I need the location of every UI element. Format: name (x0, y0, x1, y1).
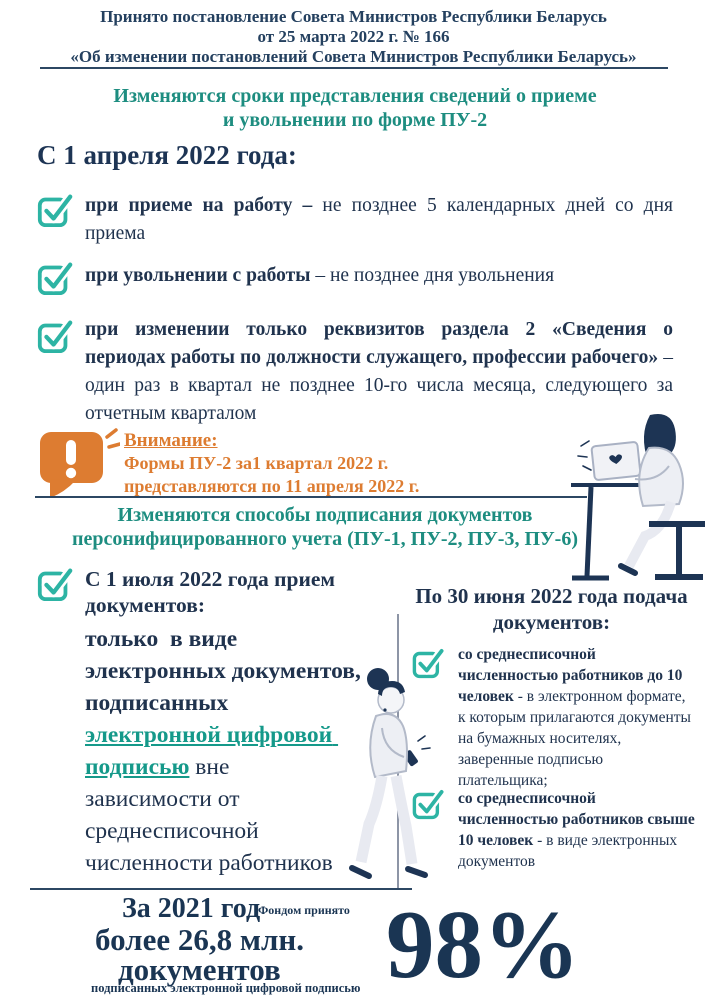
header (20, 7, 687, 67)
checklist-item-2-bold: при увольнении с работы (85, 265, 311, 286)
checklist-item-3-rest: – один раз в квартал не позднее 10-го числа месяца, следующего за отчетным кварталом (85, 347, 673, 424)
warning-exclamation-bubble-icon (36, 423, 120, 503)
header-divider (40, 67, 668, 69)
stats-year: За 2021 год (122, 893, 261, 924)
warning-line-1: Формы ПУ-2 за1 квартал 2022 г. (124, 453, 389, 473)
checklist-item-3-bold: при изменении только реквизитов раздела 2 «Сведения о периодах работы по должности служащего, профессии рабочего» (85, 319, 673, 368)
stats-documents: документов (118, 952, 281, 987)
left-column-rest: вне зависимости от среднесписочной численности работников (85, 754, 333, 876)
warning-line-2: представляются по 11 апреля 2022 г. (124, 476, 420, 496)
section1-subheading: С 1 апреля 2022 года: (37, 140, 297, 170)
checkbox-icon (36, 190, 74, 228)
warning-block (124, 429, 419, 498)
checklist-item-1 (85, 192, 673, 248)
warning-title: Внимание: (124, 430, 218, 451)
woman-at-desk-illustration (565, 408, 705, 588)
walking-woman-illustration (338, 666, 448, 890)
left-column (85, 566, 367, 879)
right-item-1-rest: - в электронном формате, к которым прилагаются документы на бумажных носителях, заверенные подписью плательщика; (458, 688, 691, 789)
checklist-item-2 (85, 262, 673, 290)
section2-heading (15, 503, 635, 551)
digital-signature-link: электронной цифровой подписью (85, 722, 339, 780)
right-item-2 (458, 788, 696, 872)
checkbox-icon (36, 258, 74, 296)
checklist-item-1-bold: при приеме на работу – (85, 195, 323, 216)
header-line-1: Принято постановление Совета Министров Республики Беларусь (100, 7, 607, 26)
checkbox-icon (36, 564, 74, 602)
right-item-1-bold: со среднесписочной численностью работников до 10 человек (458, 646, 683, 705)
section1-heading-line2: и увольнении по форме ПУ-2 (222, 109, 488, 131)
section2-heading-line2: персонифицированного учета (ПУ-1, ПУ-2, ПУ-3, ПУ-6) (71, 528, 579, 550)
stats-note: Фондом принято (258, 903, 350, 917)
section1-heading (30, 84, 680, 132)
header-line-3: «Об изменении постановлений Совета Министров Республики Беларусь» (70, 47, 637, 66)
stats-caption: подписанных электронной цифровой подписью (91, 981, 361, 995)
left-column-text (85, 623, 367, 879)
header-line-2: от 25 марта 2022 г. № 166 (257, 27, 450, 46)
section-divider (35, 496, 587, 498)
checkbox-icon (36, 316, 74, 354)
right-item-1 (458, 644, 696, 791)
checklist-item-1-rest: не позднее 5 календарных дней со дня приема (85, 195, 673, 244)
right-item-2-bold: со среднесписочной численностью работников свыше 10 человек (458, 790, 695, 849)
right-column-heading: По 30 июня 2022 года подача документов: (415, 584, 688, 634)
section2-heading-line1: Изменяются способы подписания документов (117, 504, 533, 526)
checklist-item-2-rest: – не позднее дня увольнения (310, 265, 555, 286)
left-column-intro: С 1 июля 2022 года прием документов: (85, 567, 336, 617)
section1-heading-line1: Изменяются сроки представления сведений о приеме (113, 85, 597, 107)
left-column-emphasis: только в виде электронных документов, подписанных (85, 626, 367, 716)
stats-percent: 98% (386, 891, 580, 998)
stats-amount: более 26,8 млн. (95, 922, 304, 957)
right-item-2-rest: - в виде электронных документов (458, 832, 678, 870)
